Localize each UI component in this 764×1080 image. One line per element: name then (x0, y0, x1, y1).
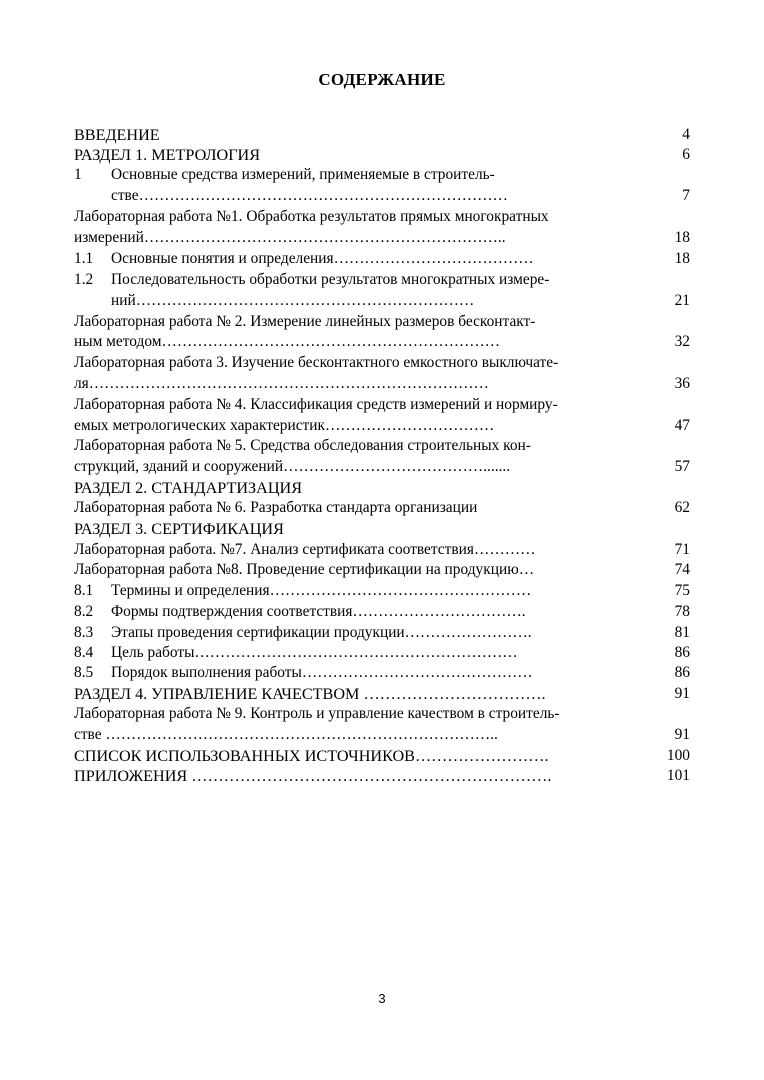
toc-entry-text: ний………………………………………………………… (111, 292, 475, 309)
page-number: 3 (378, 991, 386, 1006)
toc-page-number: 36 (674, 375, 690, 392)
toc-entry-line (0, 457, 764, 477)
toc-entry-text: Основные понятия и определения………………………………… (111, 250, 534, 267)
toc-entry-text: Формы подтверждения соответствия……………………………. (111, 603, 526, 620)
toc-entry-text: ным методом………………………………………………………… (74, 333, 501, 350)
toc-entry-line (0, 436, 764, 456)
toc-entry-text: Лабораторная работа №1. Обработка результатов прямых многократных (74, 208, 549, 225)
toc-entry-text: измерений…………………………………………………………….. (74, 229, 506, 246)
toc-entry-line (0, 312, 764, 332)
toc-entry-line (0, 498, 764, 518)
toc-entry-line (0, 725, 764, 745)
toc-entry-number: 8.5 (74, 664, 94, 681)
toc-entry-text: Основные средства измерений, применяемые в строитель- (111, 166, 495, 183)
toc-entry-text: Лабораторная работа № 2. Измерение линейных размеров бесконтакт- (74, 313, 536, 330)
toc-entry-line (0, 270, 764, 290)
toc-page-number: 78 (674, 603, 690, 620)
toc-page-number: 101 (666, 767, 690, 784)
toc-entry-line (0, 145, 764, 165)
toc-entry-line (0, 540, 764, 560)
toc-entry-number: 8.4 (74, 644, 94, 661)
toc-entry-number: 1.2 (74, 271, 94, 288)
toc-entry-line (0, 416, 764, 436)
toc-page-number: 86 (674, 644, 690, 661)
toc-entry-number: 8.2 (74, 603, 94, 620)
toc-entry-text: Последовательность обработки результатов многократных измере- (111, 271, 550, 288)
toc-entry-line (0, 291, 764, 311)
toc-entry-line (0, 704, 764, 724)
toc-entry-number: 1.1 (74, 250, 94, 267)
toc-entry-line (0, 684, 764, 704)
toc-page-number: 74 (674, 561, 690, 578)
toc-entry-line (0, 353, 764, 373)
toc-entry-line (0, 228, 764, 248)
toc-entry-line (0, 602, 764, 622)
toc-page-number: 18 (674, 250, 690, 267)
toc-page-number: 18 (674, 229, 690, 246)
toc-entry-line (0, 125, 764, 145)
toc-entry-text: Лабораторная работа 3. Изучение бесконтактного емкостного выключате- (74, 354, 559, 371)
toc-page-number: 71 (674, 541, 690, 558)
toc-entry-text: ВВЕДЕНИЕ (74, 126, 160, 144)
toc-entry-text: Цель работы……………………………………………………… (111, 644, 518, 661)
toc-entry-line (0, 663, 764, 683)
toc-entry-line (0, 560, 764, 580)
toc-entry-text: СПИСОК ИСПОЛЬЗОВАННЫХ ИСТОЧНИКОВ……………………. (74, 747, 549, 765)
toc-page-number: 75 (674, 582, 690, 599)
toc-entry-line (0, 374, 764, 394)
toc-entry-line (0, 395, 764, 415)
toc-title: СОДЕРЖАНИЕ (318, 70, 446, 89)
toc-page-number: 100 (666, 747, 690, 764)
toc-page-number: 86 (674, 664, 690, 681)
toc-entry-text: Лабораторная работа № 6. Разработка стандарта организации (74, 499, 478, 516)
toc-page-number: 81 (674, 624, 690, 641)
toc-entry-text: РАЗДЕЛ 4. УПРАВЛЕНИЕ КАЧЕСТВОМ ……………………………. (74, 685, 546, 703)
toc-page-number: 32 (674, 333, 690, 350)
toc-entry-text: Порядок выполнения работы……………………………………… (111, 664, 533, 681)
toc-page-number: 21 (674, 292, 690, 309)
toc-entry-text: РАЗДЕЛ 2. СТАНДАРТИЗАЦИЯ (74, 479, 303, 497)
toc-page-number: 62 (674, 499, 690, 516)
toc-page-number: 4 (682, 126, 690, 143)
toc-page-number: 6 (682, 146, 690, 163)
toc-entry-line (0, 519, 764, 539)
toc-entry-text: емых метрологических характеристик…………………………… (74, 417, 495, 434)
toc-entry-text: Этапы проведения сертификации продукции……………………. (111, 624, 532, 641)
toc-entry-line (0, 581, 764, 601)
toc-entry-line (0, 207, 764, 227)
toc-entry-line (0, 623, 764, 643)
toc-entry-text: стве ………………………………………………………………….. (74, 726, 498, 743)
toc-entry-number: 8.3 (74, 624, 94, 641)
toc-entry-text: стве……………………………………………………………… (111, 187, 508, 204)
toc-entry-text: Лабораторная работа № 9. Контроль и управление качеством в строитель- (74, 705, 560, 722)
toc-entry-text: Лабораторная работа № 5. Средства обследования строительных кон- (74, 437, 531, 454)
toc-page-number: 47 (674, 417, 690, 434)
toc-entry-text: ПРИЛОЖЕНИЯ …………………………………………………………. (74, 767, 552, 785)
toc-entry-line (0, 766, 764, 786)
toc-entry-text: Лабораторная работа № 4. Классификация средств измерений и нормиру- (74, 396, 558, 413)
toc-entry-text: Лабораторная работа. №7. Анализ сертификата соответствия………… (74, 541, 536, 558)
toc-page-number: 57 (674, 458, 690, 475)
toc-entry-text: ля…………………………………………………………………… (74, 375, 489, 392)
toc-entry-line (0, 746, 764, 766)
toc-entry-text: Лабораторная работа №8. Проведение сертификации на продукцию… (74, 561, 535, 578)
toc-entry-line (0, 165, 764, 185)
toc-entry-line (0, 332, 764, 352)
toc-entry-line (0, 643, 764, 663)
toc-page-number: 7 (682, 187, 690, 204)
toc-page-number: 91 (674, 685, 690, 702)
toc-entry-text: РАЗДЕЛ 3. СЕРТИФИКАЦИЯ (74, 520, 284, 538)
toc-entry-number: 8.1 (74, 582, 94, 599)
toc-entry-line (0, 186, 764, 206)
toc-entry-text: струкций, зданий и сооружений…………………………………....... (74, 458, 511, 475)
toc-entry-text: Термины и определения…………………………………………… (111, 582, 532, 599)
toc-entry-number: 1 (74, 166, 82, 183)
toc-entry-text: РАЗДЕЛ 1. МЕТРОЛОГИЯ (74, 146, 261, 164)
toc-entry-line (0, 249, 764, 269)
toc-page-number: 91 (674, 726, 690, 743)
toc-entry-line (0, 478, 764, 498)
